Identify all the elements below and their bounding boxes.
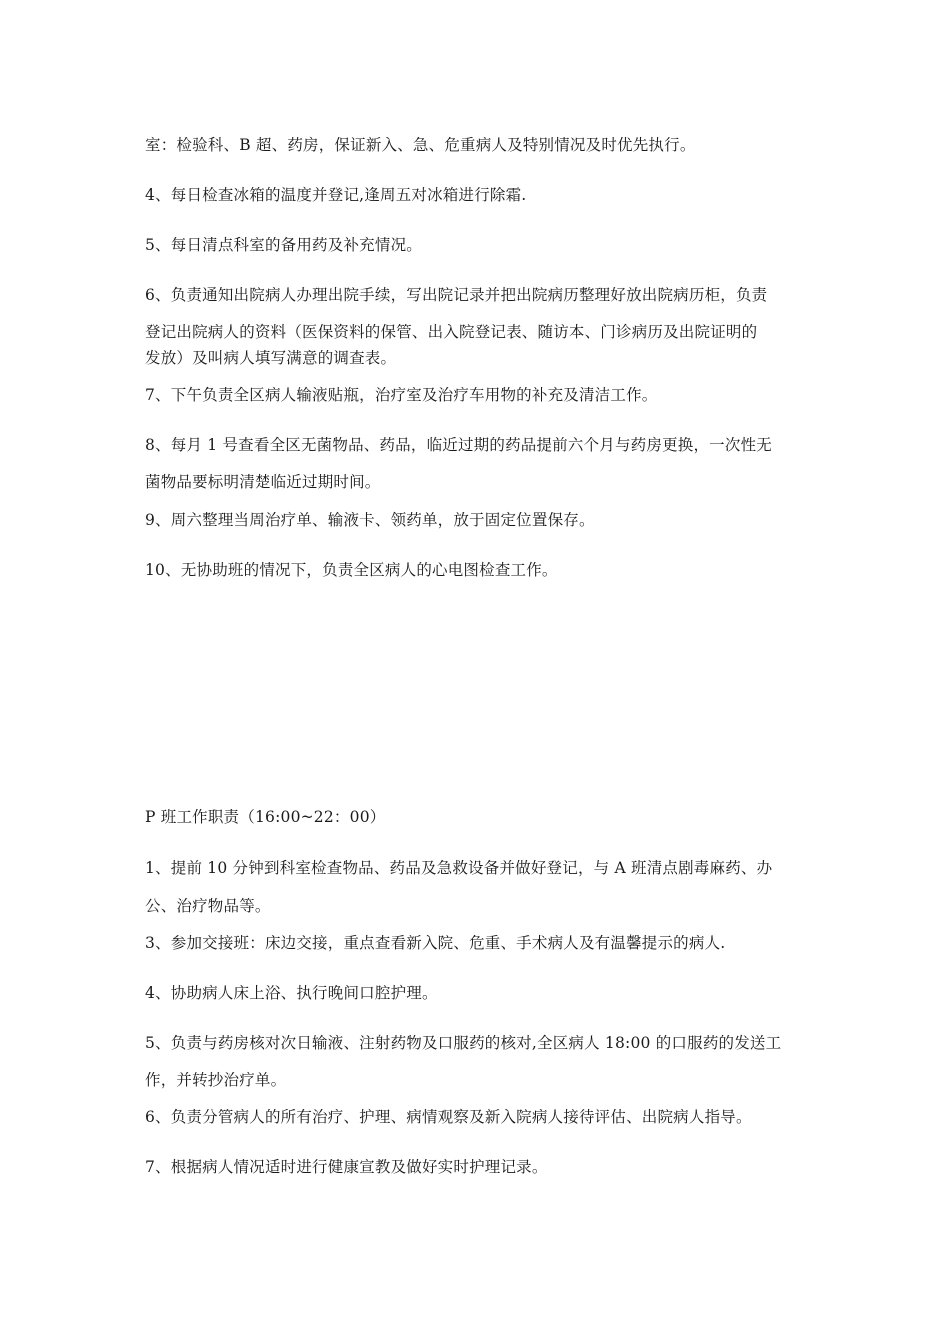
paragraph-line: 登记出院病人的资料（医保资料的保管、出入院登记表、随访本、门诊病历及出院证明的 — [145, 323, 758, 341]
paragraph-line: 4、协助病人床上浴、执行晚间口腔护理。 — [145, 984, 438, 1002]
paragraph-line: 发放）及叫病人填写满意的调查表。 — [145, 349, 397, 367]
paragraph-line: 菌物品要标明清楚临近过期时间。 — [145, 473, 381, 491]
section-title: P 班工作职责（16:00~22：00） — [145, 808, 386, 826]
paragraph-line: 10、无协助班的情况下，负责全区病人的心电图检查工作。 — [145, 561, 558, 579]
paragraph-line: 公、治疗物品等。 — [145, 897, 271, 915]
paragraph-line: 9、周六整理当周治疗单、输液卡、领药单，放于固定位置保存。 — [145, 511, 595, 529]
paragraph-line: 作，并转抄治疗单。 — [145, 1071, 287, 1089]
paragraph-line: 4、每日检查冰箱的温度并登记,逢周五对冰箱进行除霜. — [145, 186, 527, 204]
paragraph-line: 1、提前 10 分钟到科室检查物品、药品及急救设备并做好登记，与 A 班清点剧毒麻药、办 — [145, 859, 773, 877]
paragraph-line: 室：检验科、B 超、药房，保证新入、急、危重病人及特别情况及时优先执行。 — [145, 136, 696, 154]
paragraph-line: 8、每月 1 号查看全区无菌物品、药品，临近过期的药品提前六个月与药房更换，一次性无 — [145, 436, 772, 454]
paragraph-line: 3、参加交接班：床边交接，重点查看新入院、危重、手术病人及有温馨提示的病人. — [145, 934, 726, 952]
paragraph-line: 6、负责分管病人的所有治疗、护理、病情观察及新入院病人接待评估、出院病人指导。 — [145, 1108, 752, 1126]
paragraph-line: 6、负责通知出院病人办理出院手续，写出院记录并把出院病历整理好放出院病历柜，负责 — [145, 286, 768, 304]
paragraph-line: 7、下午负责全区病人输液贴瓶，治疗室及治疗车用物的补充及清洁工作。 — [145, 386, 658, 404]
paragraph-line: 5、负责与药房核对次日输液、注射药物及口服药的核对,全区病人 18:00 的口服药的发送工 — [145, 1034, 782, 1052]
paragraph-line: 5、每日清点科室的备用药及补充情况。 — [145, 236, 422, 254]
paragraph-line: 7、根据病人情况适时进行健康宣教及做好实时护理记录。 — [145, 1158, 548, 1176]
